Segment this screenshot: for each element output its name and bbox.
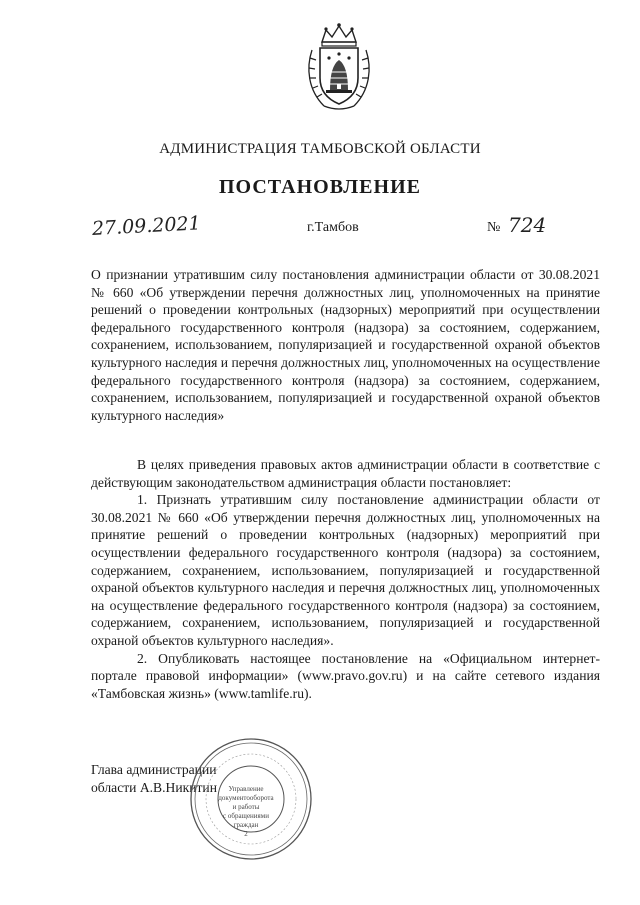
organization-title: АДМИНИСТРАЦИЯ ТАМБОВСКОЙ ОБЛАСТИ bbox=[159, 141, 481, 157]
number-sign: № bbox=[487, 220, 501, 235]
stamp-text-6: 2 bbox=[244, 830, 248, 838]
stamp-text-5: граждан bbox=[233, 821, 259, 829]
signature-position: Глава администрации bbox=[91, 762, 217, 777]
document-type-title: ПОСТАНОВЛЕНИЕ bbox=[219, 176, 421, 198]
item-1-paragraph: 1. Признать утратившим силу постановление администрации области от 30.08.2021 № 660 «Об утверждении перечня должностных лиц, уполномоченных на принятие решений о проведении контрольных (надзорных) мероприятий при осуществлении федерального государственного контроля (надзора) за состоянием, содержанием, сохранением, использованием, популяризацией и государственной охраной объектов культурного наследия и перечня должностных лиц, уполномоченных на осуществление федерального государственного контроля (надзора) за состоянием, содержанием, сохранением, использованием, популяризацией и государственной охраной объектов культурного наследия». bbox=[91, 492, 600, 648]
stamp-text-1: Управление bbox=[228, 785, 264, 793]
stamp-text-2: документооборота bbox=[218, 794, 274, 802]
document-subject: О признании утратившим силу постановления администрации области от 30.08.2021 № 660 «Об утверждении перечня должностных лиц, уполномоченных на принятие решений о проведении контрольных (надзорных) мероприятий при осуществлении федерального государственного контроля (надзора) за состоянием, содержанием, сохранением, использованием, популяризацией и государственной охраной объектов культурного наследия и перечня должностных лиц, уполномоченных на осуществление федерального государственного контроля (надзора) за состоянием, содержанием, сохранением, использованием, популяризацией и государственной охраной объектов культурного наследия» bbox=[91, 267, 600, 423]
document-body bbox=[91, 456, 600, 702]
stamp-text-3: и работы bbox=[232, 803, 260, 811]
signature-name: области А.В.Никитин bbox=[91, 779, 217, 795]
preamble-paragraph: В целях приведения правовых актов администрации области в соответствие с действующим законодательством администрация области постановляет: bbox=[91, 457, 600, 490]
handwritten-number: 724 bbox=[508, 213, 547, 237]
stamp-text-4: с обращениями bbox=[223, 812, 269, 820]
city-label: г.Тамбов bbox=[307, 220, 359, 235]
item-2-paragraph: 2. Опубликовать настоящее постановление на «Официальном интернет-портале правовой информации» (www.pravo.gov.ru) и на сайте сетевого издания «Тамбовская жизнь» (www.tamlife.ru). bbox=[91, 650, 600, 701]
handwritten-date: 27.09.2021 bbox=[91, 212, 202, 240]
coat-of-arms-emblem bbox=[300, 20, 378, 116]
